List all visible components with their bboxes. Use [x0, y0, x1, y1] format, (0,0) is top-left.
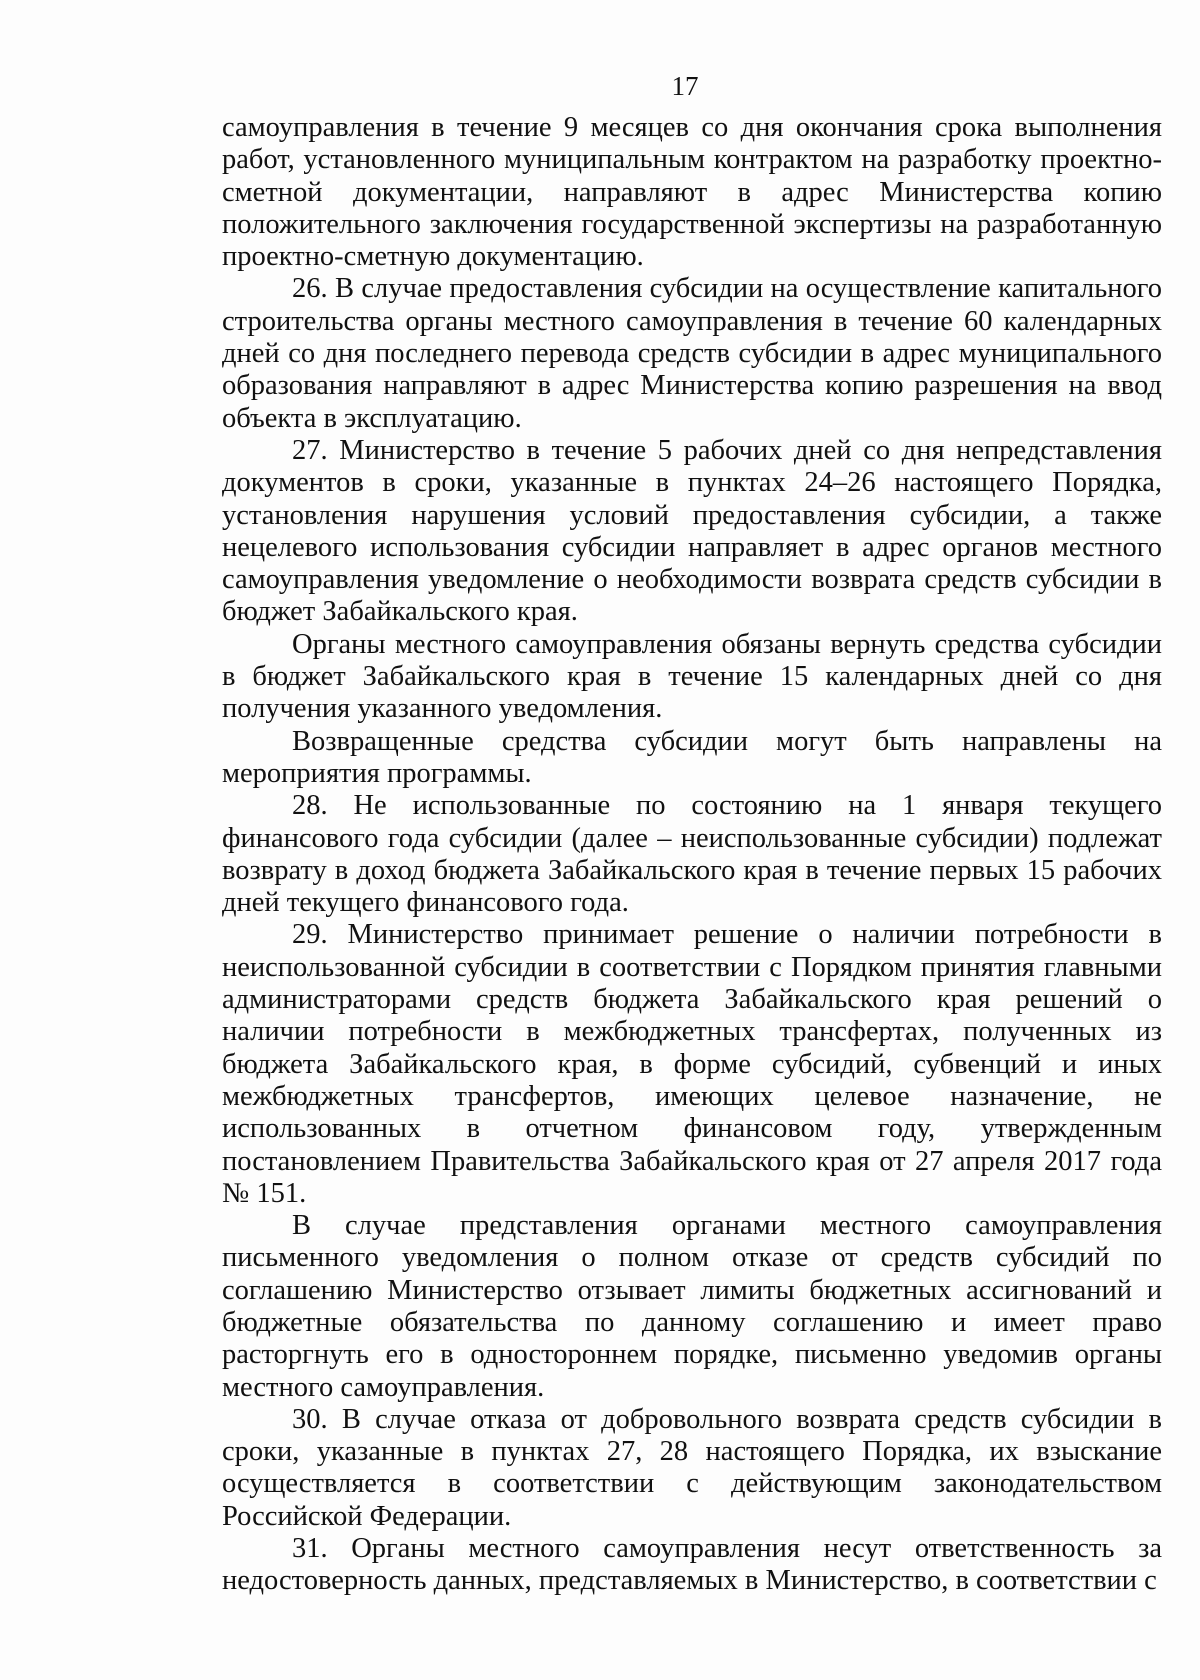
page-number: 17	[671, 71, 699, 101]
paragraph-continuation: самоуправления в течение 9 месяцев со дня окончания срока выполнения работ, установленного муниципальным контрактом на разработку проектно-сметной документации, направляют в адрес Министерства копию положительного заключения государственной экспертизы на разработанную проектно-сметную документацию.	[222, 112, 1162, 273]
paragraph-item-30: 30. В случае отказа от добровольного возврата средств субсидии в сроки, указанные в пунктах 27, 28 настоящего Порядка, их взыскание осуществляется в соответствии с действующим законодательством Российской Федерации.	[222, 1403, 1162, 1532]
paragraph-item-31: 31. Органы местного самоуправления несут ответственность за недостоверность данных, представляемых в Министерство, в соответствии с	[222, 1533, 1162, 1597]
paragraph-item-27: 27. Министерство в течение 5 рабочих дней со дня непредставления документов в сроки, указанные в пунктах 24–26 настоящего Порядка, установления нарушения условий предоставления субсидии, а также нецелевого использования субсидии направляет в адрес органов местного самоуправления уведомление о необходимости возврата средств субсидии в бюджет Забайкальского края.	[222, 434, 1162, 628]
paragraph-item-29: 29. Министерство принимает решение о наличии потребности в неиспользованной субсидии в соответствии с Порядком принятия главными администраторами средств бюджета Забайкальского края решений о наличии потребности в межбюджетных трансфертах, полученных из бюджета Забайкальского края, в форме субсидий, субвенций и иных межбюджетных трансфертов, имеющих целевое назначение, не использованных в отчетном финансовом году, утвержденным постановлением Правительства Забайкальского края от 27 апреля 2017 года № 151.	[222, 919, 1162, 1209]
paragraph-return-obligation: Органы местного самоуправления обязаны вернуть средства субсидии в бюджет Забайкальского края в течение 15 календарных дней со дня получения указанного уведомления.	[222, 628, 1162, 725]
paragraph-refusal-notice: В случае представления органами местного самоуправления письменного уведомления о полном отказе от средств субсидий по соглашению Министерство отзывает лимиты бюджетных ассигнований и бюджетные обязательства по данному соглашению и имеет право расторгнуть его в одностороннем порядке, письменно уведомив органы местного самоуправления.	[222, 1210, 1162, 1403]
paragraph-item-26: 26. В случае предоставления субсидии на осуществление капитального строительства органы местного самоуправления в течение 60 календарных дней со дня последнего перевода средств субсидии в адрес муниципального образования направляют в адрес Министерства копию разрешения на ввод объекта в эксплуатацию.	[222, 273, 1162, 434]
paragraph-item-28: 28. Не использованные по состоянию на 1 января текущего финансового года субсидии (далее – неиспользованные субсидии) подлежат возврату в доход бюджета Забайкальского края в течение первых 15 рабочих дней текущего финансового года.	[222, 790, 1162, 919]
document-body	[222, 112, 1162, 1598]
paragraph-returned-funds: Возвращенные средства субсидии могут быть направлены на мероприятия программы.	[222, 725, 1162, 789]
